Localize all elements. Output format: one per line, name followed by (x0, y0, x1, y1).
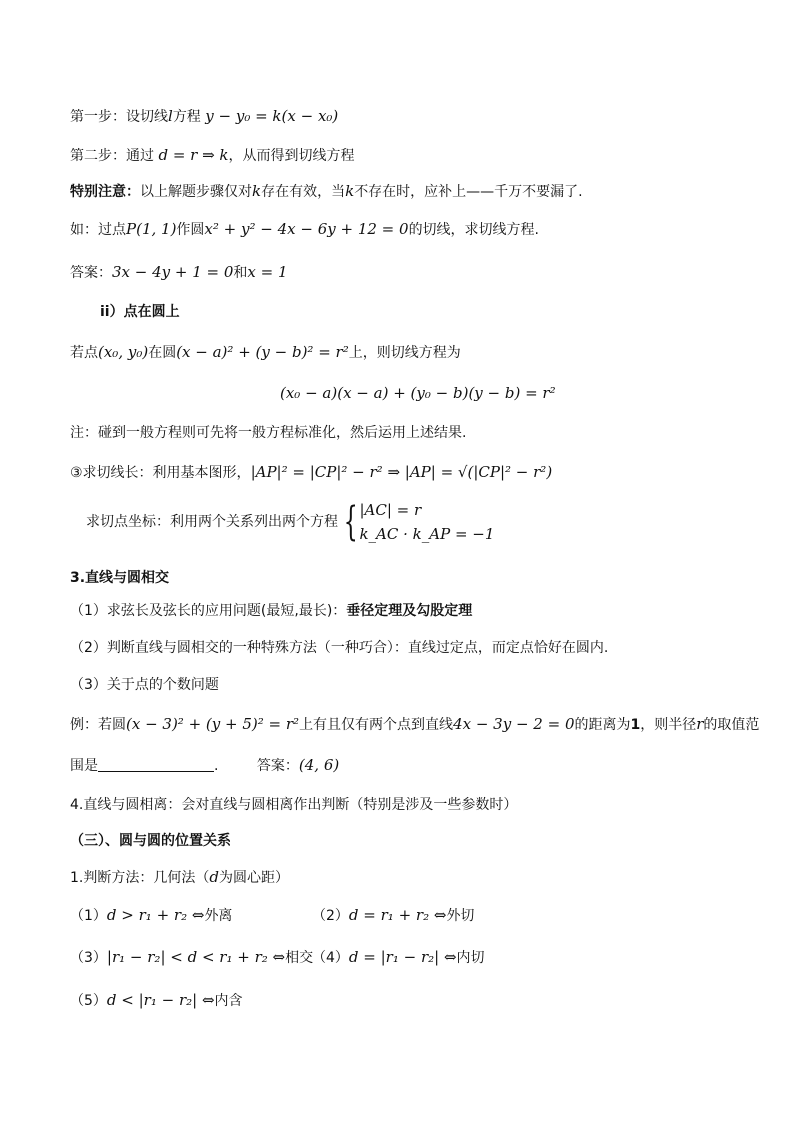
answer-and: 和 (233, 265, 248, 281)
case-1 (70, 905, 232, 926)
equation-system (359, 498, 494, 546)
step2-tail: ，从而得到切线方程 (228, 148, 355, 164)
tangent-point-label: 求切点坐标：利用两个关系列出两个方程 (86, 514, 338, 530)
on-text-b: 在圆 (148, 345, 177, 361)
answer-line (70, 262, 288, 283)
example-line (70, 219, 539, 240)
judge-line (70, 867, 289, 888)
example2-answer: (4, 6) (298, 756, 340, 774)
item-1 (70, 601, 472, 621)
item-3: （3）关于点的个数问题 (70, 677, 219, 693)
tangent-length-formula: |AP|² = |CP|² − r² ⇒ |AP| = √(|CP|² − r²) (250, 463, 553, 481)
case-4-text: 内切 (456, 950, 485, 966)
case-1-formula: d > r₁ + r₂ ⇔ (106, 906, 205, 924)
example2-text-b: 上有且仅有两个点到直线 (299, 717, 454, 733)
on-text-a: 若点 (70, 345, 98, 361)
case-3-text: 相交 (285, 950, 314, 966)
step1-line (70, 106, 338, 127)
item-2: （2）判断直线与圆相交的一种特殊方法（一种巧合）：直线过定点，而定点恰好在圆内. (70, 640, 609, 656)
case-2-num: （2） (312, 908, 349, 924)
on-circle-line (70, 342, 461, 363)
example2-text-e: 的取值范 (703, 717, 760, 733)
case-4-num: （4） (312, 950, 349, 966)
section-4-text: 4.直线与圆相离：会对直线与圆相离作出判断（特别是涉及一些参数时） (70, 797, 518, 813)
step2-formula: d = r ⇒ k (158, 146, 229, 164)
case-2-text: 外切 (446, 908, 475, 924)
example-text-c: 的切线，求切线方程. (408, 222, 540, 238)
case-2 (312, 905, 474, 926)
item-1-text: （1）求弦长及弦长的应用问题(最短,最长)： (70, 603, 347, 619)
case-3-formula: |r₁ − r₂| < d < r₁ + r₂ ⇔ (106, 948, 286, 966)
example-circle: x² + y² − 4x − 6y + 12 = 0 (204, 220, 409, 238)
answer-blank (98, 757, 214, 772)
step1-label: 第一步：设切线 (70, 109, 168, 125)
subheading-on-circle: ii）点在圆上 (100, 304, 180, 320)
item-1-bold: 垂径定理及勾股定理 (346, 603, 473, 619)
on-circle-formula: (x − a)² + (y − b)² = r² (176, 343, 349, 361)
tangent-length-line (70, 462, 552, 483)
judge-d: d (209, 868, 219, 886)
example2-period: . (214, 758, 219, 774)
example2-one: 1 (630, 717, 641, 733)
example2-line-formula: 4x − 3y − 2 = 0 (453, 715, 575, 733)
section-iii-heading: （三）、圆与圆的位置关系 (70, 833, 231, 849)
example-text-b: 作圆 (176, 222, 205, 238)
step1-mid: 方程 (172, 109, 201, 125)
on-point: (x₀, y₀) (98, 343, 149, 361)
case-5-text: 内含 (214, 993, 243, 1009)
system-eq-1: |AC| = r (359, 501, 422, 519)
judge-text-b: 为圆心距） (218, 870, 289, 886)
example2-answer-label: 答案： (256, 758, 299, 774)
on-text-c: 上，则切线方程为 (348, 345, 461, 361)
example2-circle: (x − 3)² + (y + 5)² = r² (126, 715, 300, 733)
tangent-length-label: ③求切线长：利用基本图形， (70, 465, 251, 481)
answer-formula-1: 3x − 4y + 1 = 0 (112, 263, 234, 281)
note-text-a: 以上解题步骤仅对 (140, 184, 252, 200)
example2-range-label: 围是 (70, 758, 98, 774)
example2-text-c: 的距离为 (574, 717, 631, 733)
answer-label: 答案： (70, 265, 112, 281)
case-3-num: （3） (70, 950, 107, 966)
system-eq-2: k_AC · k_AP = −1 (359, 525, 495, 543)
note-text-c: 不存在时，应补上——千万不要漏了. (354, 184, 583, 200)
case-4 (312, 947, 485, 968)
step1-var: l (168, 107, 173, 125)
case-1-num: （1） (70, 908, 107, 924)
example2-text-a: 例：若圆 (70, 717, 126, 733)
example2-line-2 (70, 755, 339, 776)
answer-formula-2: x = 1 (247, 263, 288, 281)
case-2-formula: d = r₁ + r₂ ⇔ (348, 906, 447, 924)
step2-line (70, 145, 355, 166)
judge-text-a: 1.判断方法：几何法（ (70, 870, 210, 886)
case-5-formula: d < |r₁ − r₂| ⇔ (106, 991, 215, 1009)
note-k2: k (345, 182, 355, 200)
note-text-b: 存在有效，当 (261, 184, 346, 200)
step1-formula: y − y₀ = k(x − x₀) (205, 107, 339, 125)
case-1-text: 外离 (204, 908, 233, 924)
example2-line (70, 714, 759, 735)
example-text-a: 如：过点 (70, 222, 126, 238)
section-3-heading: 3.直线与圆相交 (70, 570, 170, 586)
example2-text-d: ，则半径 (640, 717, 697, 733)
case-5 (70, 990, 243, 1011)
section-4-line (70, 795, 517, 815)
tangent-point-line (86, 498, 494, 546)
example2-r: r (696, 715, 704, 733)
example-point: P(1, 1) (126, 220, 177, 238)
note-line (70, 181, 583, 202)
case-4-formula: d = |r₁ − r₂| ⇔ (348, 948, 457, 966)
note2-line: 注：碰到一般方程则可先将一般方程标准化，然后运用上述结果. (70, 425, 467, 441)
step2-label: 第二步：通过 (70, 148, 154, 164)
tangent-formula: (x₀ − a)(x − a) + (y₀ − b)(y − b) = r² (280, 384, 556, 402)
note-k1: k (252, 182, 262, 200)
note-bold: 特别注意： (70, 184, 140, 200)
case-5-num: （5） (70, 993, 107, 1009)
case-3 (70, 947, 313, 968)
left-brace: { (343, 499, 358, 545)
